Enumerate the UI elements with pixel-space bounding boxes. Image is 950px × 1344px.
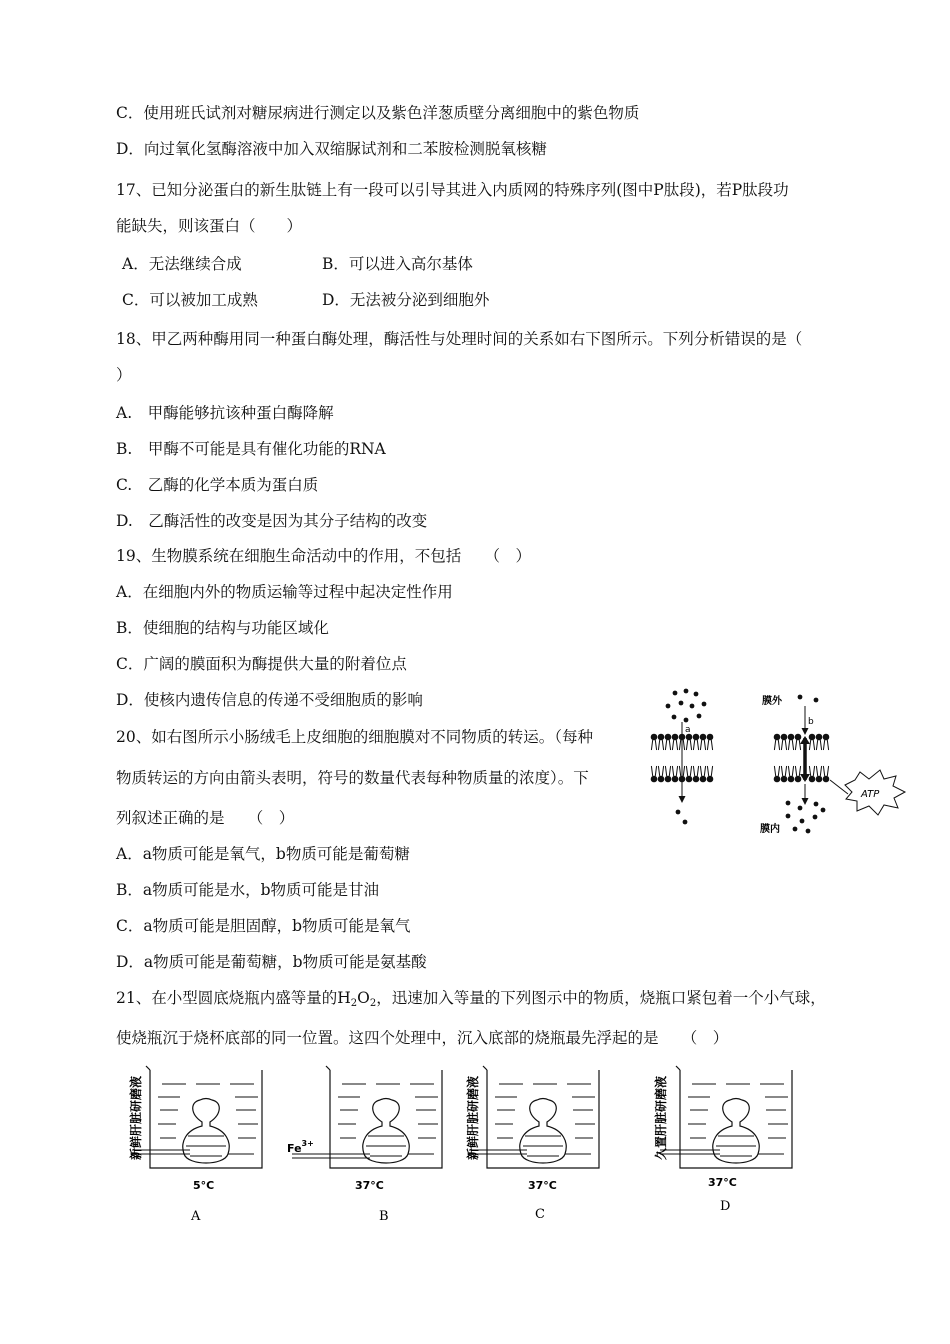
beaker-b-side-label: $Fe^{3+}$ <box>287 1139 314 1155</box>
q17-option-a: A．无法继续合成 <box>122 255 242 273</box>
label-outside: 膜外 <box>762 696 782 707</box>
panel-a-dots-inside <box>676 810 688 825</box>
q17-option-c: C．可以被加工成熟 <box>122 291 258 309</box>
beaker-c-side-label: 新鲜肝脏研磨液 <box>466 1075 480 1160</box>
q19-option-d: D．使核内遗传信息的传递不受细胞质的影响 <box>116 691 423 709</box>
beaker-a-letter: A <box>191 1209 201 1224</box>
q20-option-b: B．a物质可能是水，b物质可能是甘油 <box>116 881 380 899</box>
q17-stem-line2: 能缺失，则该蛋白（ ） <box>116 217 303 235</box>
atp-label: ATP <box>861 789 880 800</box>
q19-option-b: B．使细胞的结构与功能区域化 <box>116 619 329 637</box>
beaker-b <box>292 1066 442 1168</box>
label-a: a <box>685 725 691 735</box>
q18-option-c: C. 乙酶的化学本质为蛋白质 <box>116 476 319 494</box>
q20-option-a: A．a物质可能是氧气，b物质可能是葡萄糖 <box>116 845 410 863</box>
q19-option-c: C．广阔的膜面积为酶提供大量的附着位点 <box>116 655 407 673</box>
q20-stem-line3: 列叙述正确的是 （ ） <box>116 809 295 827</box>
membrane-transport-figure <box>640 684 920 842</box>
beaker-d <box>660 1066 792 1168</box>
q20-option-c: C．a物质可能是胆固醇，b物质可能是氧气 <box>116 917 411 935</box>
q20-stem-line1: 20、如右图所示小肠绒毛上皮细胞的细胞膜对不同物质的转运。（每种 <box>116 728 593 746</box>
q18-option-b: B. 甲酶不可能是具有催化功能的RNA <box>116 440 386 458</box>
q16-option-d: D．向过氧化氢酶溶液中加入双缩脲试剂和二苯胺检测脱氧核糖 <box>116 140 547 158</box>
panel-b-dots-outside <box>798 695 819 703</box>
label-inside: 膜内 <box>760 824 780 835</box>
beaker-figures <box>115 1062 815 1232</box>
beaker-b-temp: 37°C <box>355 1179 384 1192</box>
q21-stem-line2: 使烧瓶沉于烧杯底部的同一位置。这四个处理中，沉入底部的烧瓶最先浮起的是 （ ） <box>116 1029 729 1047</box>
q16-option-c: C．使用班氏试剂对糖尿病进行测定以及紫色洋葱质壁分离细胞中的紫色物质 <box>116 104 640 122</box>
panel-a-dots-outside <box>666 689 707 723</box>
beaker-d-side-label: 久置肝脏研磨液 <box>654 1075 668 1160</box>
q20-stem-line2: 物质转运的方向由箭头表明，符号的数量代表每种物质量的浓度）。下 <box>116 769 589 787</box>
q17-stem-line1: 17、已知分泌蛋白的新生肽链上有一段可以引导其进入内质网的特殊序列(图中P肽段)，若P肽段功 <box>116 181 789 199</box>
q19-stem: 19、生物膜系统在细胞生命活动中的作用，不包括 （ ） <box>116 547 531 565</box>
q18-stem-line1: 18、甲乙两种酶用同一种蛋白酶处理，酶活性与处理时间的关系如右下图所示。下列分析错误的是（ <box>116 330 803 348</box>
beaker-c-letter: C <box>535 1207 545 1222</box>
beaker-c-temp: 37°C <box>528 1179 557 1192</box>
label-b: b <box>808 717 814 727</box>
beaker-a <box>132 1066 262 1168</box>
q21-stem-line1: 21、在小型圆底烧瓶内盛等量的$H_2O_2$，迅速加入等量的下列图示中的物质，烧瓶口紧包着一个小气球， <box>116 989 826 1009</box>
panel-b-dots-inside <box>786 801 826 834</box>
q18-option-d: D. 乙酶活性的改变是因为其分子结构的改变 <box>116 512 428 530</box>
beaker-d-temp: 37°C <box>708 1176 737 1189</box>
q18-stem-line2: ） <box>116 366 132 384</box>
q19-option-a: A．在细胞内外的物质运输等过程中起决定性作用 <box>116 583 453 601</box>
beaker-b-letter: B <box>379 1209 389 1224</box>
beaker-c <box>469 1066 599 1168</box>
q20-option-d: D．a物质可能是葡萄糖，b物质可能是氨基酸 <box>116 953 427 971</box>
q17-option-b: B．可以进入高尔基体 <box>322 255 473 273</box>
beaker-a-temp: 5°C <box>193 1179 215 1192</box>
beaker-a-side-label: 新鲜肝脏研磨液 <box>129 1075 143 1160</box>
q18-option-a: A. 甲酶能够抗该种蛋白酶降解 <box>116 404 334 422</box>
q17-option-d: D．无法被分泌到细胞外 <box>322 291 490 309</box>
beaker-d-letter: D <box>720 1199 731 1214</box>
